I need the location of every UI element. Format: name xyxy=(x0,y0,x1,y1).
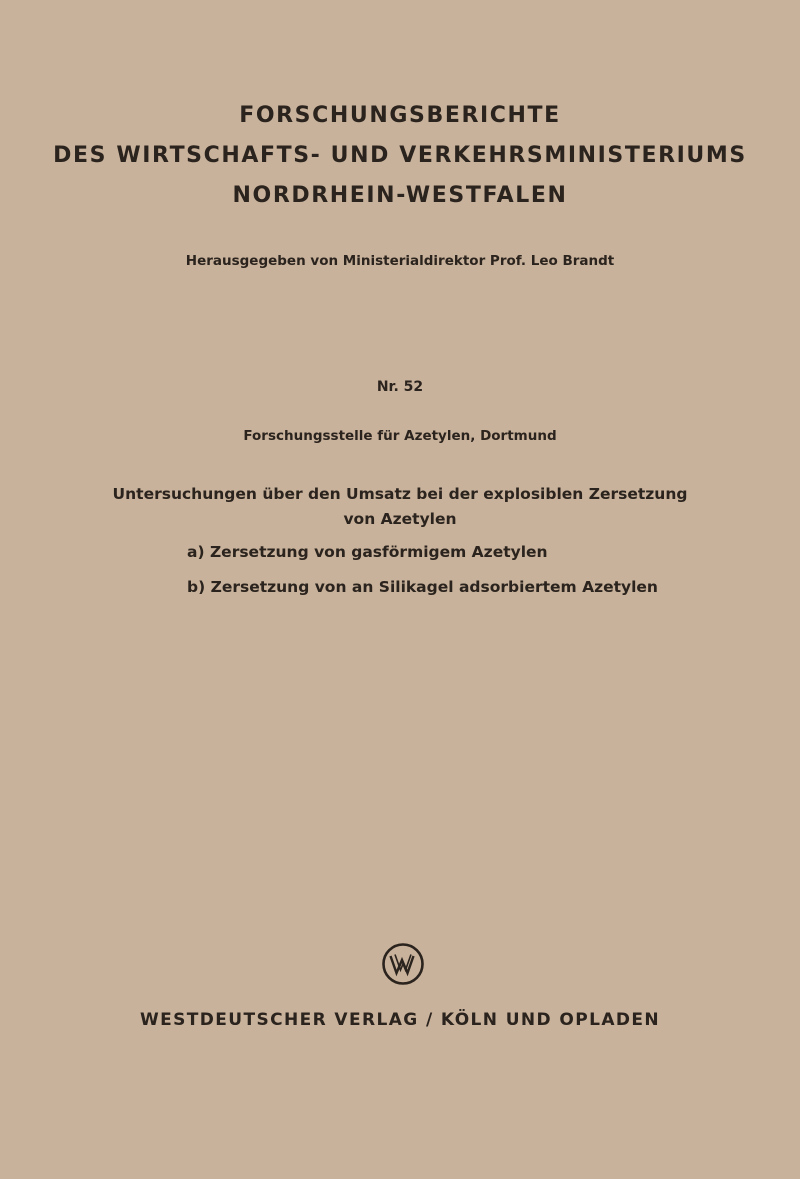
report-title-line-1: Untersuchungen über den Umsatz bei der explosiblen Zersetzung xyxy=(112,485,688,503)
report-title-line-2: von Azetylen xyxy=(343,510,457,528)
series-title-line-3: NORDRHEIN-WESTFALEN xyxy=(232,183,568,208)
wv-publisher-logo-icon xyxy=(381,942,425,986)
series-title-line-1: FORSCHUNGSBERICHTE xyxy=(239,103,561,128)
editor-line: Herausgegeben von Ministerialdirektor Prof. Leo Brandt xyxy=(185,253,615,269)
series-title xyxy=(0,96,800,216)
publisher-line: WESTDEUTSCHER VERLAG / KÖLN UND OPLADEN xyxy=(139,1010,661,1030)
report-title xyxy=(0,482,800,532)
series-title-line-2: DES WIRTSCHAFTS- UND VERKEHRSMINISTERIUMS xyxy=(53,143,747,168)
volume-number: Nr. 52 xyxy=(376,379,424,395)
subtitle-a: a) Zersetzung von gasförmigem Azetylen xyxy=(187,543,548,561)
subtitle-b: b) Zersetzung von an Silikagel adsorbiertem Azetylen xyxy=(187,578,658,596)
institute-name: Forschungsstelle für Azetylen, Dortmund xyxy=(243,428,557,444)
